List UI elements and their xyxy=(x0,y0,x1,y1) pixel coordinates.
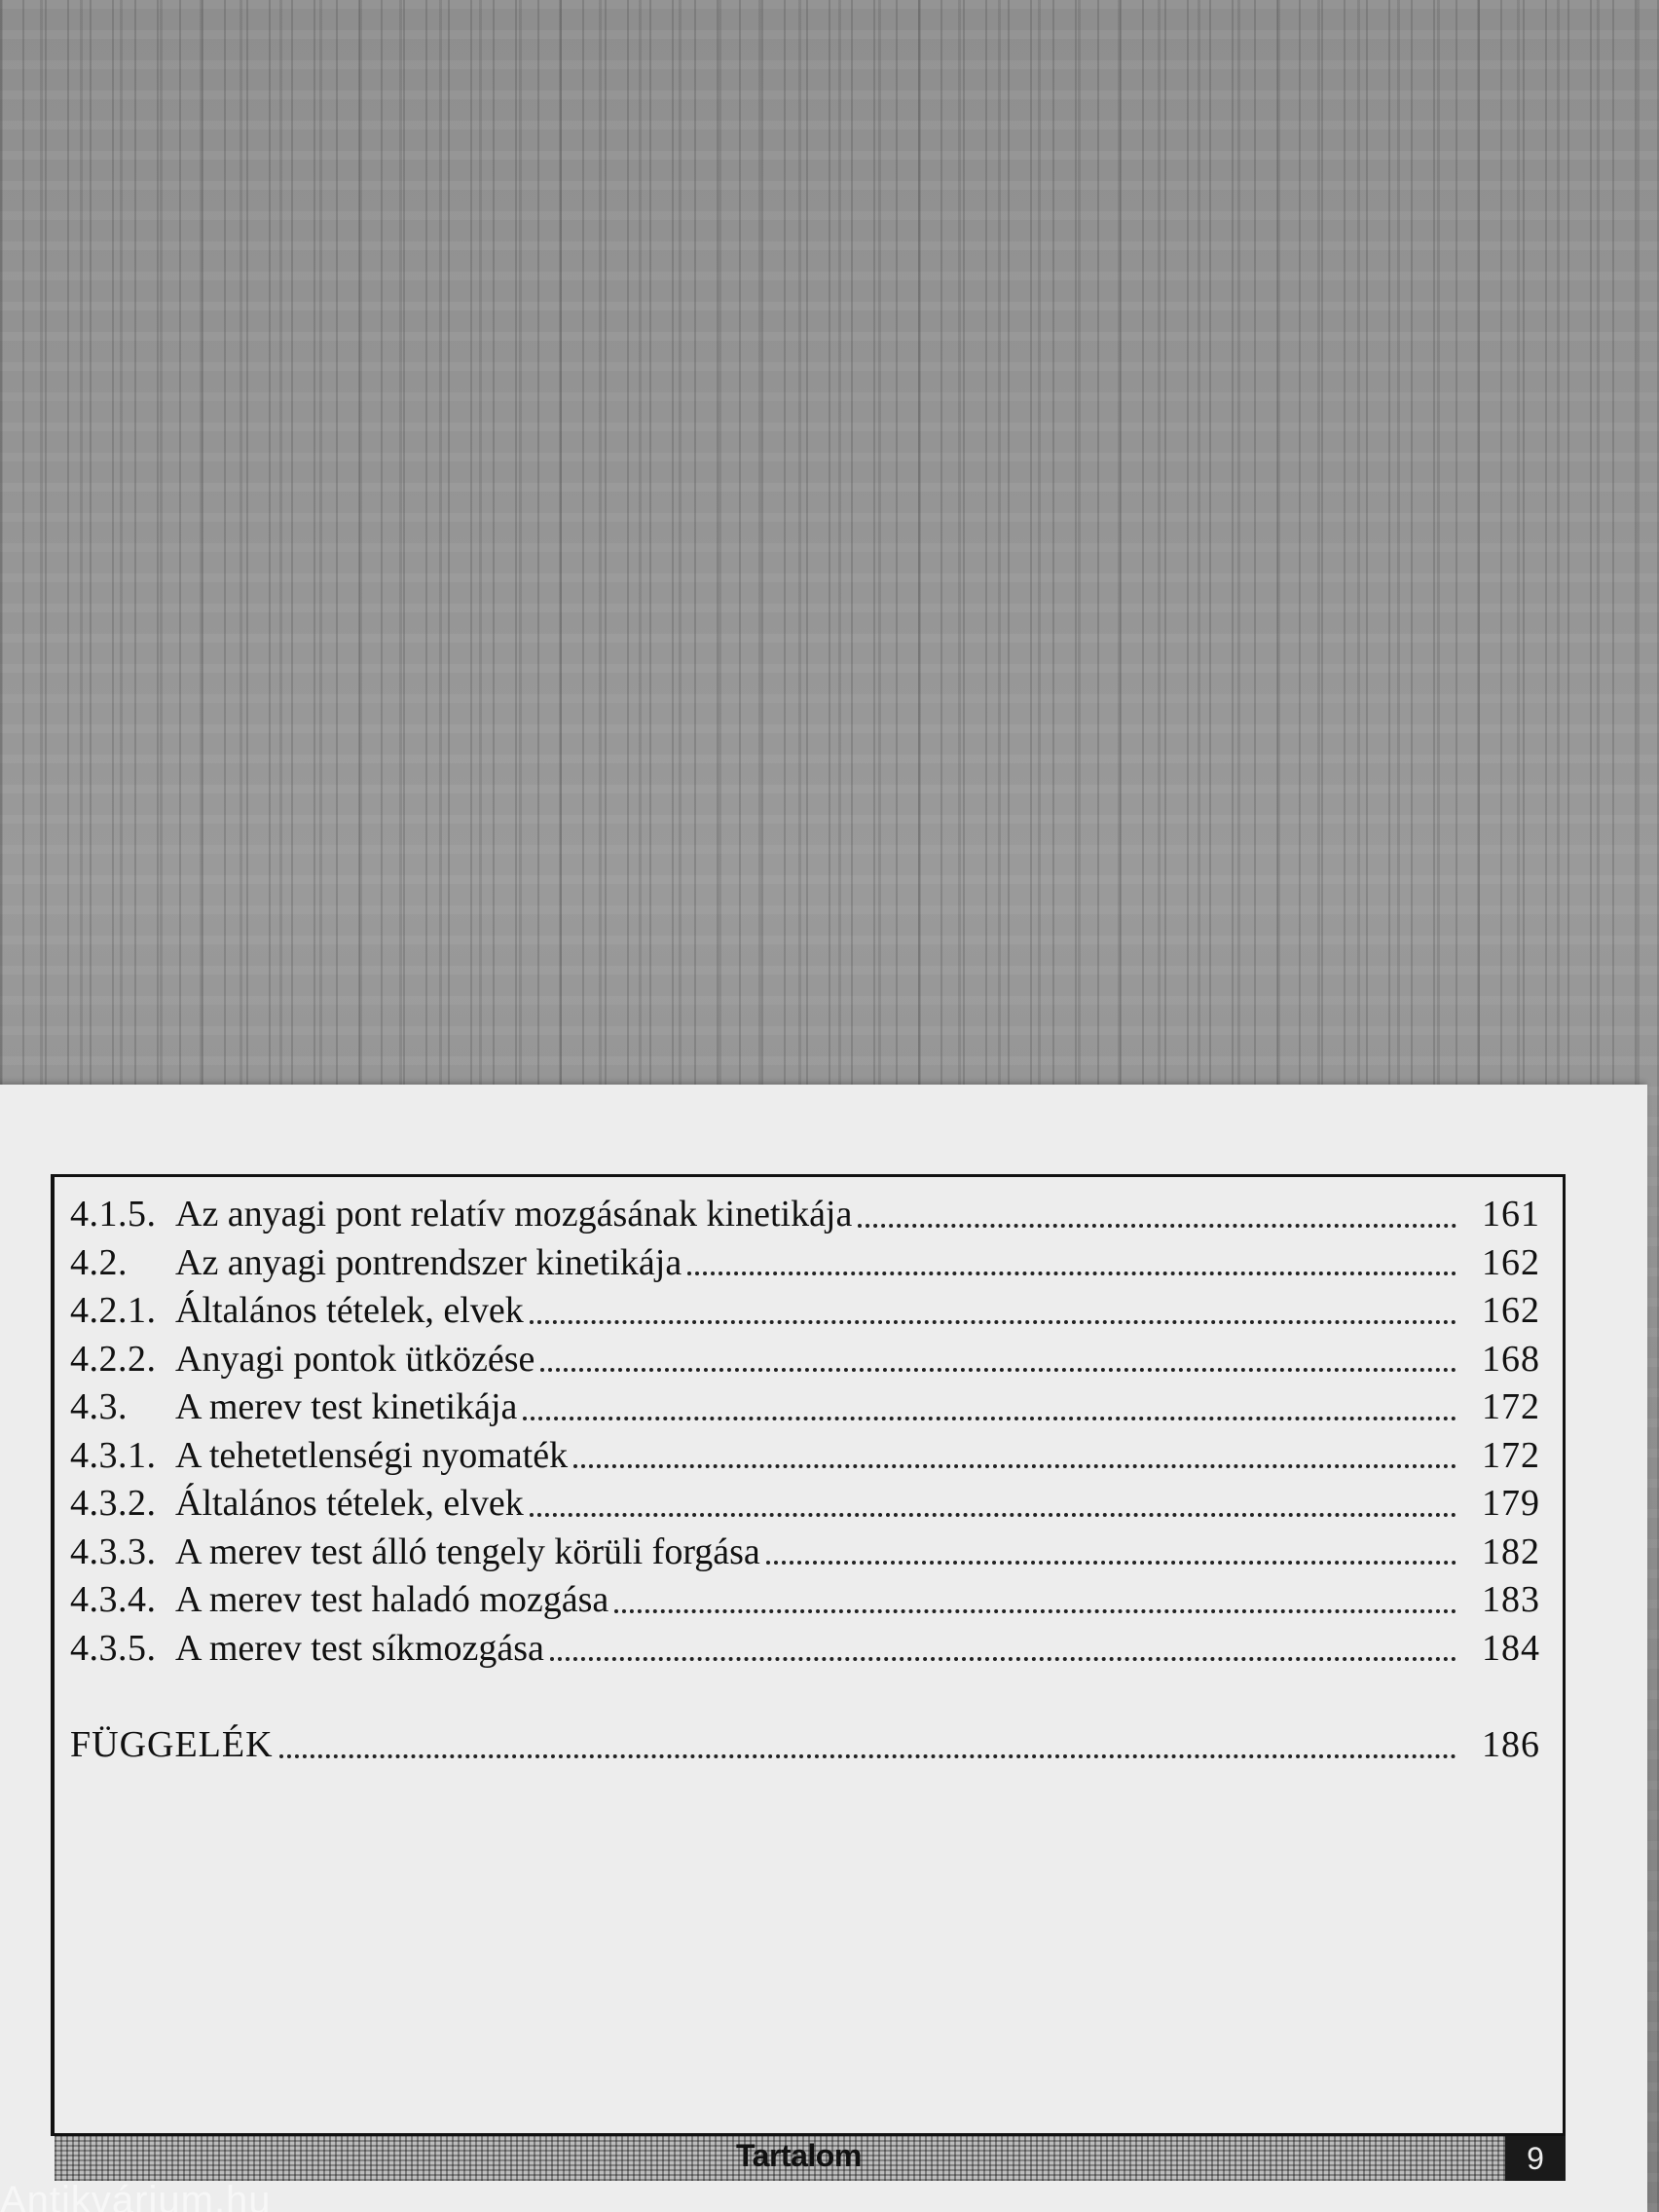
dot-leader xyxy=(523,1409,1456,1420)
watermark: Antikvárium.hu xyxy=(0,2179,272,2212)
page-reference: 161 xyxy=(1482,1194,1540,1235)
page-reference: 184 xyxy=(1482,1627,1540,1669)
page-reference: 182 xyxy=(1482,1530,1540,1572)
toc-entry xyxy=(70,1529,1540,1577)
toc-entry xyxy=(70,1191,1540,1239)
section-number: 4.2. xyxy=(70,1241,128,1283)
running-footer-title: Tartalom xyxy=(736,2138,862,2173)
section-number: 4.3.4. xyxy=(70,1579,157,1620)
section-title: A merev test haladó mozgása xyxy=(175,1579,609,1620)
page-reference: 172 xyxy=(1482,1386,1540,1427)
dot-leader xyxy=(540,1360,1456,1372)
section-number: 4.3.1. xyxy=(70,1434,157,1476)
section-title: Az anyagi pontrendszer kinetikája xyxy=(175,1241,682,1283)
section-number: 4.3.3. xyxy=(70,1530,157,1572)
page-footer xyxy=(55,2136,1566,2181)
section-title: Általános tételek, elvek xyxy=(175,1290,524,1331)
section-number: 4.1.5. xyxy=(70,1194,157,1235)
dot-leader xyxy=(766,1553,1456,1565)
page-reference: 179 xyxy=(1482,1483,1540,1524)
toc-entry xyxy=(70,1625,1540,1674)
section-number: 4.2.1. xyxy=(70,1290,157,1331)
section-title: A tehetetlenségi nyomaték xyxy=(175,1434,569,1476)
dot-leader xyxy=(550,1649,1456,1661)
book-page xyxy=(0,1085,1647,2212)
toc-entry xyxy=(70,1239,1540,1288)
section-number: 4.2.2. xyxy=(70,1338,157,1380)
section-title: A merev test álló tengely körüli forgása xyxy=(175,1530,760,1572)
dot-leader xyxy=(530,1505,1456,1517)
toc-entry xyxy=(70,1287,1540,1336)
appendix-title: FÜGGELÉK xyxy=(70,1724,274,1765)
page-reference: 168 xyxy=(1482,1338,1540,1380)
section-title: A merev test síkmozgása xyxy=(175,1627,544,1669)
dot-leader xyxy=(279,1747,1456,1758)
section-number: 4.3.2. xyxy=(70,1483,157,1524)
section-title: Általános tételek, elvek xyxy=(175,1483,524,1524)
toc-entry xyxy=(70,1383,1540,1432)
section-title: Anyagi pontok ütközése xyxy=(175,1338,535,1380)
toc-entry xyxy=(70,1480,1540,1529)
table-of-contents xyxy=(70,1191,1540,1770)
dot-leader xyxy=(614,1602,1456,1613)
section-title: Az anyagi pont relatív mozgásának kinetikája xyxy=(175,1194,853,1235)
dot-leader xyxy=(858,1216,1456,1228)
toc-entry xyxy=(70,1432,1540,1481)
section-number: 4.3.5. xyxy=(70,1627,157,1669)
dot-leader xyxy=(530,1312,1456,1324)
page-reference: 162 xyxy=(1482,1290,1540,1331)
page-reference: 183 xyxy=(1482,1579,1540,1620)
section-number: 4.3. xyxy=(70,1386,128,1427)
page-reference: 186 xyxy=(1482,1724,1540,1765)
page-reference: 162 xyxy=(1482,1241,1540,1283)
toc-entry xyxy=(70,1576,1540,1625)
section-title: A merev test kinetikája xyxy=(175,1386,518,1427)
toc-entry-appendix xyxy=(70,1721,1540,1770)
dot-leader xyxy=(687,1264,1456,1275)
toc-entry xyxy=(70,1336,1540,1384)
page-number: 9 xyxy=(1505,2136,1566,2181)
table-of-contents-frame xyxy=(51,1174,1566,2136)
dot-leader xyxy=(573,1456,1456,1468)
page-reference: 172 xyxy=(1482,1434,1540,1476)
